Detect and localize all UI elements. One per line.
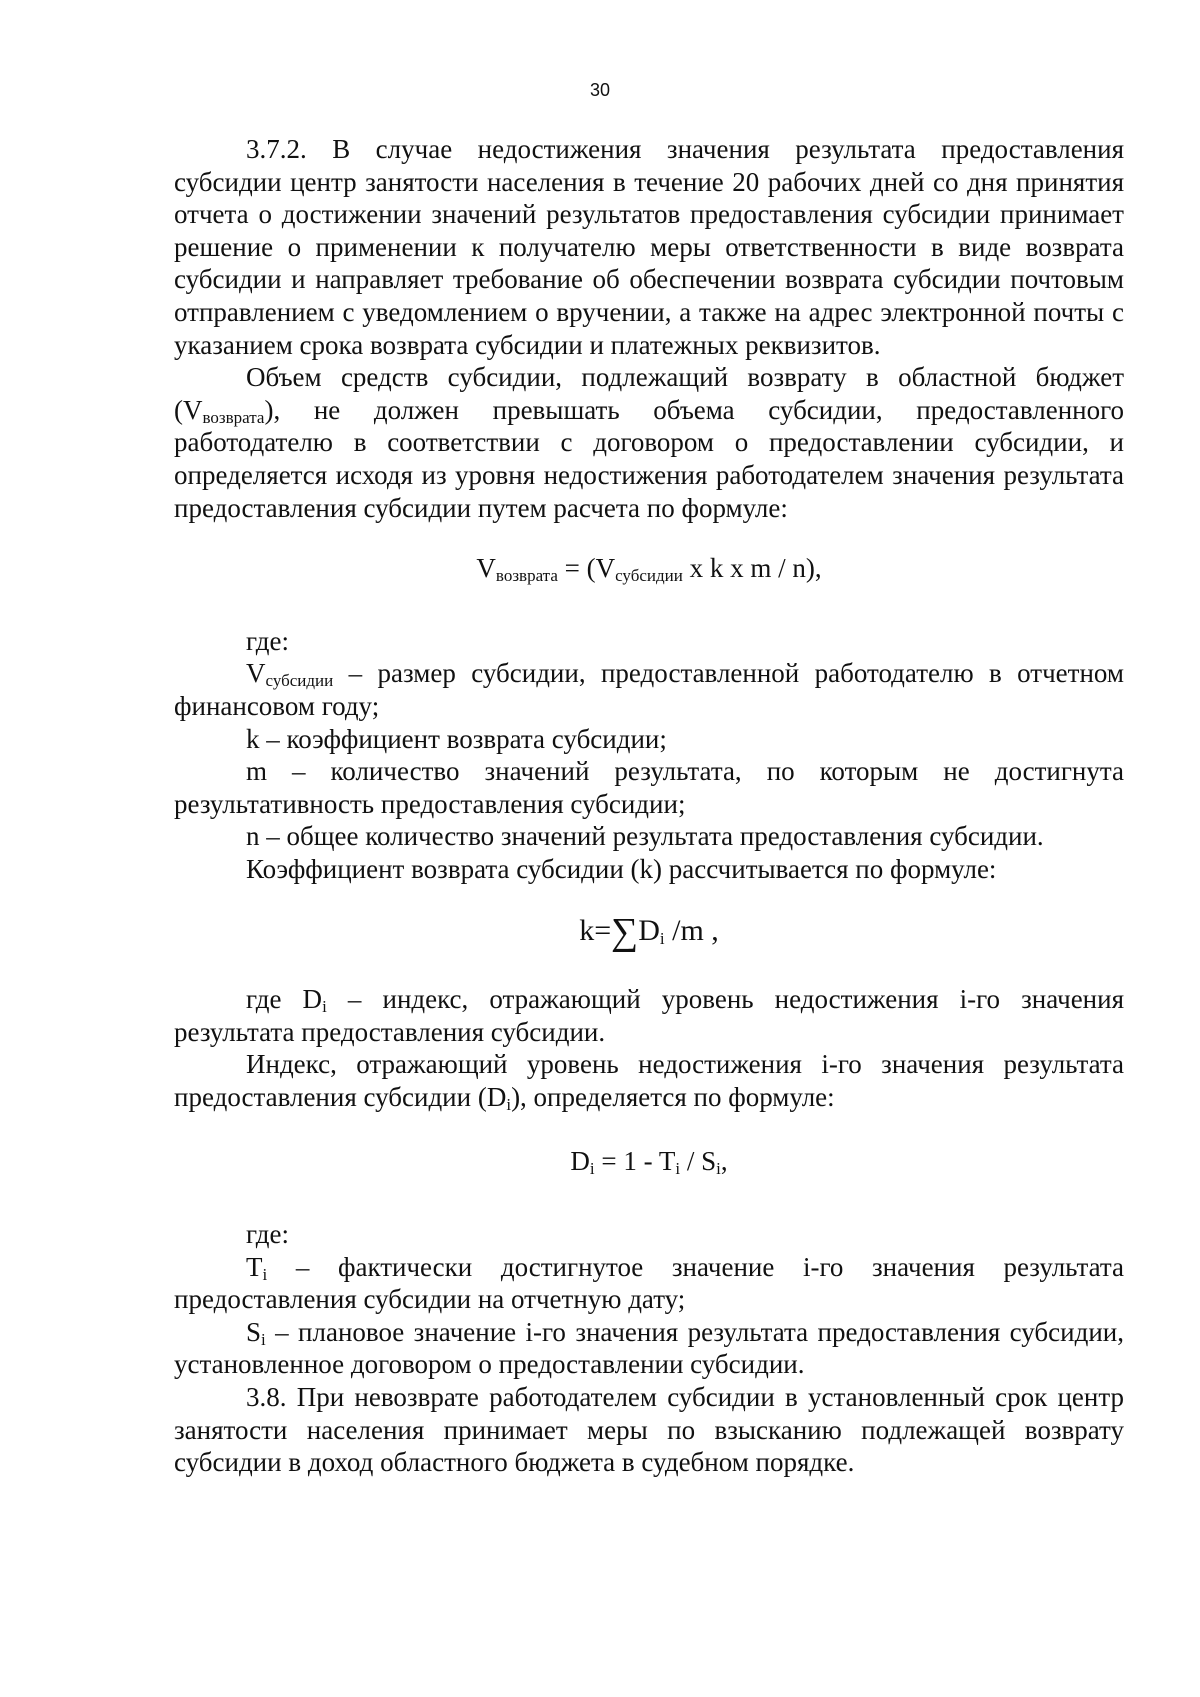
text: ), определяется по формуле:: [511, 1081, 835, 1112]
formula-part: = (V: [557, 553, 616, 584]
definition-m: m – количество значений результата, по которым не достигнута результативность предоставления субсидии;: [174, 756, 1124, 819]
text: Объем средств субсидии, подлежащий возврату в областной бюджет (V: [174, 362, 1124, 425]
paragraph-3-8: 3.8. При невозврате работодателем субсидии в установленный срок центр занятости населения принимает меры по взысканию подлежащей возврату субсидии в доход областного бюджета в судебном порядке.: [174, 1382, 1124, 1478]
definition-s: [174, 1316, 1124, 1381]
subscript: i: [659, 929, 665, 949]
where-label: где:: [246, 1219, 289, 1250]
where-label: где:: [246, 625, 289, 656]
formula-part: = 1 - T: [594, 1146, 676, 1177]
text: – индекс, отражающий уровень недостижения i-го значения результата предоставления субсидии.: [174, 984, 1124, 1047]
subscript: возврата: [495, 566, 558, 586]
subscript: i: [261, 1329, 266, 1349]
text: – размер субсидии, предоставленной работодателю в отчетном финансовом году;: [174, 658, 1124, 721]
subscript: возврата: [202, 407, 265, 427]
formula-part: k=: [579, 914, 612, 948]
definition-t: [174, 1251, 1124, 1316]
formula-coefficient: [174, 911, 1124, 954]
subscript: i: [675, 1159, 681, 1179]
formula-var: D: [570, 1146, 590, 1177]
formula-part: ,: [720, 1146, 728, 1177]
formula-var: T: [246, 1251, 263, 1282]
page-number: 30: [589, 80, 611, 100]
subscript: i: [506, 1094, 512, 1114]
definition-n: n – общее количество значений результата предоставления субсидии.: [246, 821, 1044, 852]
coefficient-intro: Коэффициент возврата субсидии (k) рассчитывается по формуле:: [246, 853, 997, 884]
subscript: i: [262, 1264, 268, 1284]
paragraph-refund-volume: [174, 361, 1124, 524]
index-intro: [174, 1048, 1124, 1113]
paragraph-3-7-2: 3.7.2. В случае недостижения значения результата предоставления субсидии центр занятости населения в течение 20 рабочих дней со дня принятия отчета о достижении значений результатов предоставления субсидии принимает решение о применении к получателю меры ответственности в виде возврата субсидии и направляет требование об обеспечении возврата субсидии почтовым отправлением с уведомлением о вручении, а также на адрес электронной почты с указанием срока возврата субсидии и платежных реквизитов.: [174, 134, 1124, 360]
formula-part: /m ,: [664, 914, 719, 948]
document-body: [174, 133, 1124, 1479]
definition-k: k – коэффициент возврата субсидии;: [246, 723, 667, 754]
text: – плановое значение i-го значения результата предоставления субсидии, установленное договором о предоставлении субсидии.: [174, 1316, 1124, 1380]
text: – фактически достигнутое значение i-го значения результата предоставления субсидии на отчетную дату;: [174, 1251, 1124, 1315]
subscript: субсидии: [615, 566, 683, 586]
subscript: i: [589, 1159, 595, 1179]
definition-di: [174, 983, 1124, 1048]
sigma-symbol: ∑: [611, 911, 639, 954]
formula-var: V: [246, 658, 266, 689]
text: где D: [246, 984, 323, 1015]
formula-refund: [174, 552, 1124, 585]
subscript: субсидии: [265, 671, 334, 691]
formula-part: x k x m / n),: [682, 553, 822, 584]
text: Индекс, отражающий уровень недостижения i-го значения результата предоставления субсидии (D: [174, 1049, 1124, 1112]
formula-var: D: [638, 914, 660, 948]
definition-v-subsidy: [174, 657, 1124, 722]
text: ), не должен превышать объема субсидии, предоставленного работодателю в соответствии с договором о предоставлении субсидии, и определяется исходя из уровня недостижения работодателем значения результата предоставления субсидии путем расчета по формуле:: [174, 394, 1124, 523]
subscript: i: [716, 1159, 721, 1179]
formula-var: S: [246, 1316, 262, 1347]
formula-part: / S: [680, 1146, 717, 1177]
formula-index: [174, 1145, 1124, 1178]
formula-var: V: [476, 553, 496, 584]
subscript: i: [322, 997, 327, 1017]
